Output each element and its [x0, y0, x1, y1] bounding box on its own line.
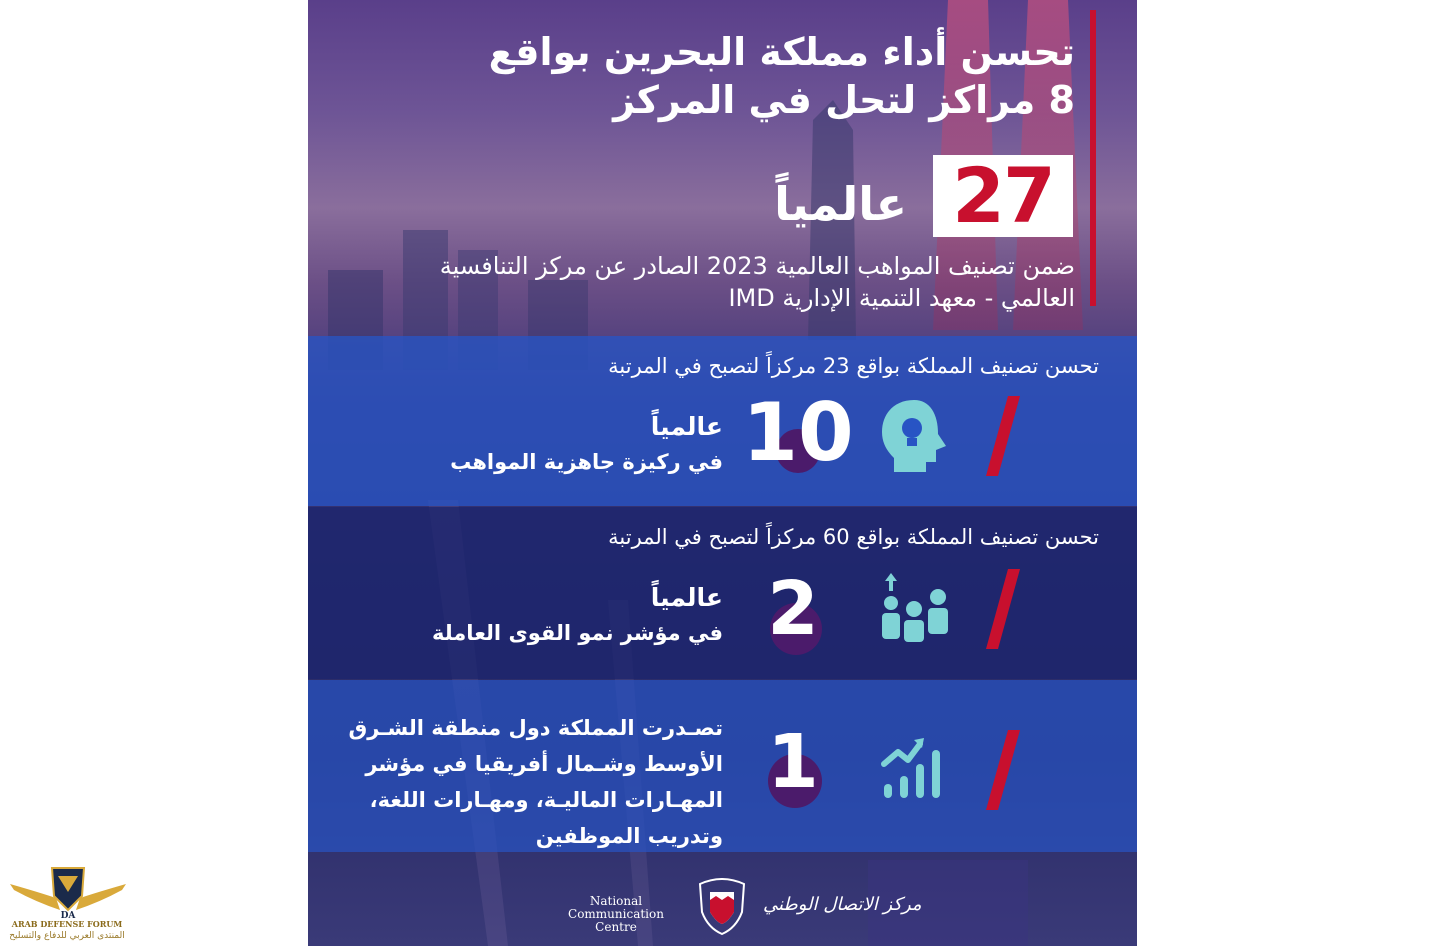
band-1-description: في ركيزة جاهزية المواهب: [450, 450, 723, 474]
band-2-heading: تحسن تصنيف المملكة بواقع 60 مركزاً لتصبح في المرتبة: [608, 525, 1099, 549]
people-growth-icon: [880, 573, 952, 645]
red-slash-icon: [986, 730, 1020, 810]
headline-subtitle: ضمن تصنيف المواهب العالمية 2023 الصادر عن مركز التنافسية العالمي - معهد التنمية الإدارية IMD: [439, 252, 1075, 312]
ranking-band-1: [308, 336, 1137, 506]
red-slash-icon: [986, 569, 1020, 649]
band-1-rank: 10: [742, 386, 854, 479]
band-2-rank: 2: [767, 566, 819, 652]
band-2-globally: عالمياً: [650, 583, 723, 612]
svg-text:DA: DA: [60, 911, 76, 921]
ncc-arabic-name: مركز الاتصال الوطني: [763, 894, 922, 915]
accent-red-line: [1090, 10, 1096, 306]
forum-arabic-name: المنتدى العربي للدفاع والتسليح: [9, 931, 125, 941]
bar-chart-growth-icon: [880, 730, 952, 802]
head-lightbulb-icon: [880, 398, 952, 474]
band-1-heading: تحسن تصنيف المملكة بواقع 23 مركزاً لتصبح في المرتبة: [608, 354, 1099, 378]
ranking-band-3: [308, 680, 1137, 852]
red-slash-icon: [986, 396, 1020, 476]
overall-rank-box: 27: [933, 155, 1073, 237]
headline-title: تحسن أداء مملكة البحرين بواقع 8 مراكز لتحل في المركز: [488, 30, 1075, 122]
ncc-english-name: National Communication Centre: [568, 894, 664, 934]
headline-globally: عالمياً: [774, 177, 907, 231]
forum-name: ARAB DEFENSE FORUM: [11, 919, 123, 929]
band-2-description: في مؤشر نمو القوى العاملة: [432, 621, 723, 645]
ranking-band-2: [308, 507, 1137, 679]
band-3-rank: 1: [767, 719, 819, 805]
bahrain-emblem-icon: [696, 878, 748, 936]
infographic-poster: [308, 0, 1137, 946]
band-3-description: تصـدرت المملكة دول منطقة الشـرق الأوسط وشـمال أفريقيا في مؤشر المهـارات الماليـة، ومهـارات اللغة، وتدريب الموظفين: [348, 716, 723, 848]
band-1-globally: عالمياً: [650, 412, 723, 441]
